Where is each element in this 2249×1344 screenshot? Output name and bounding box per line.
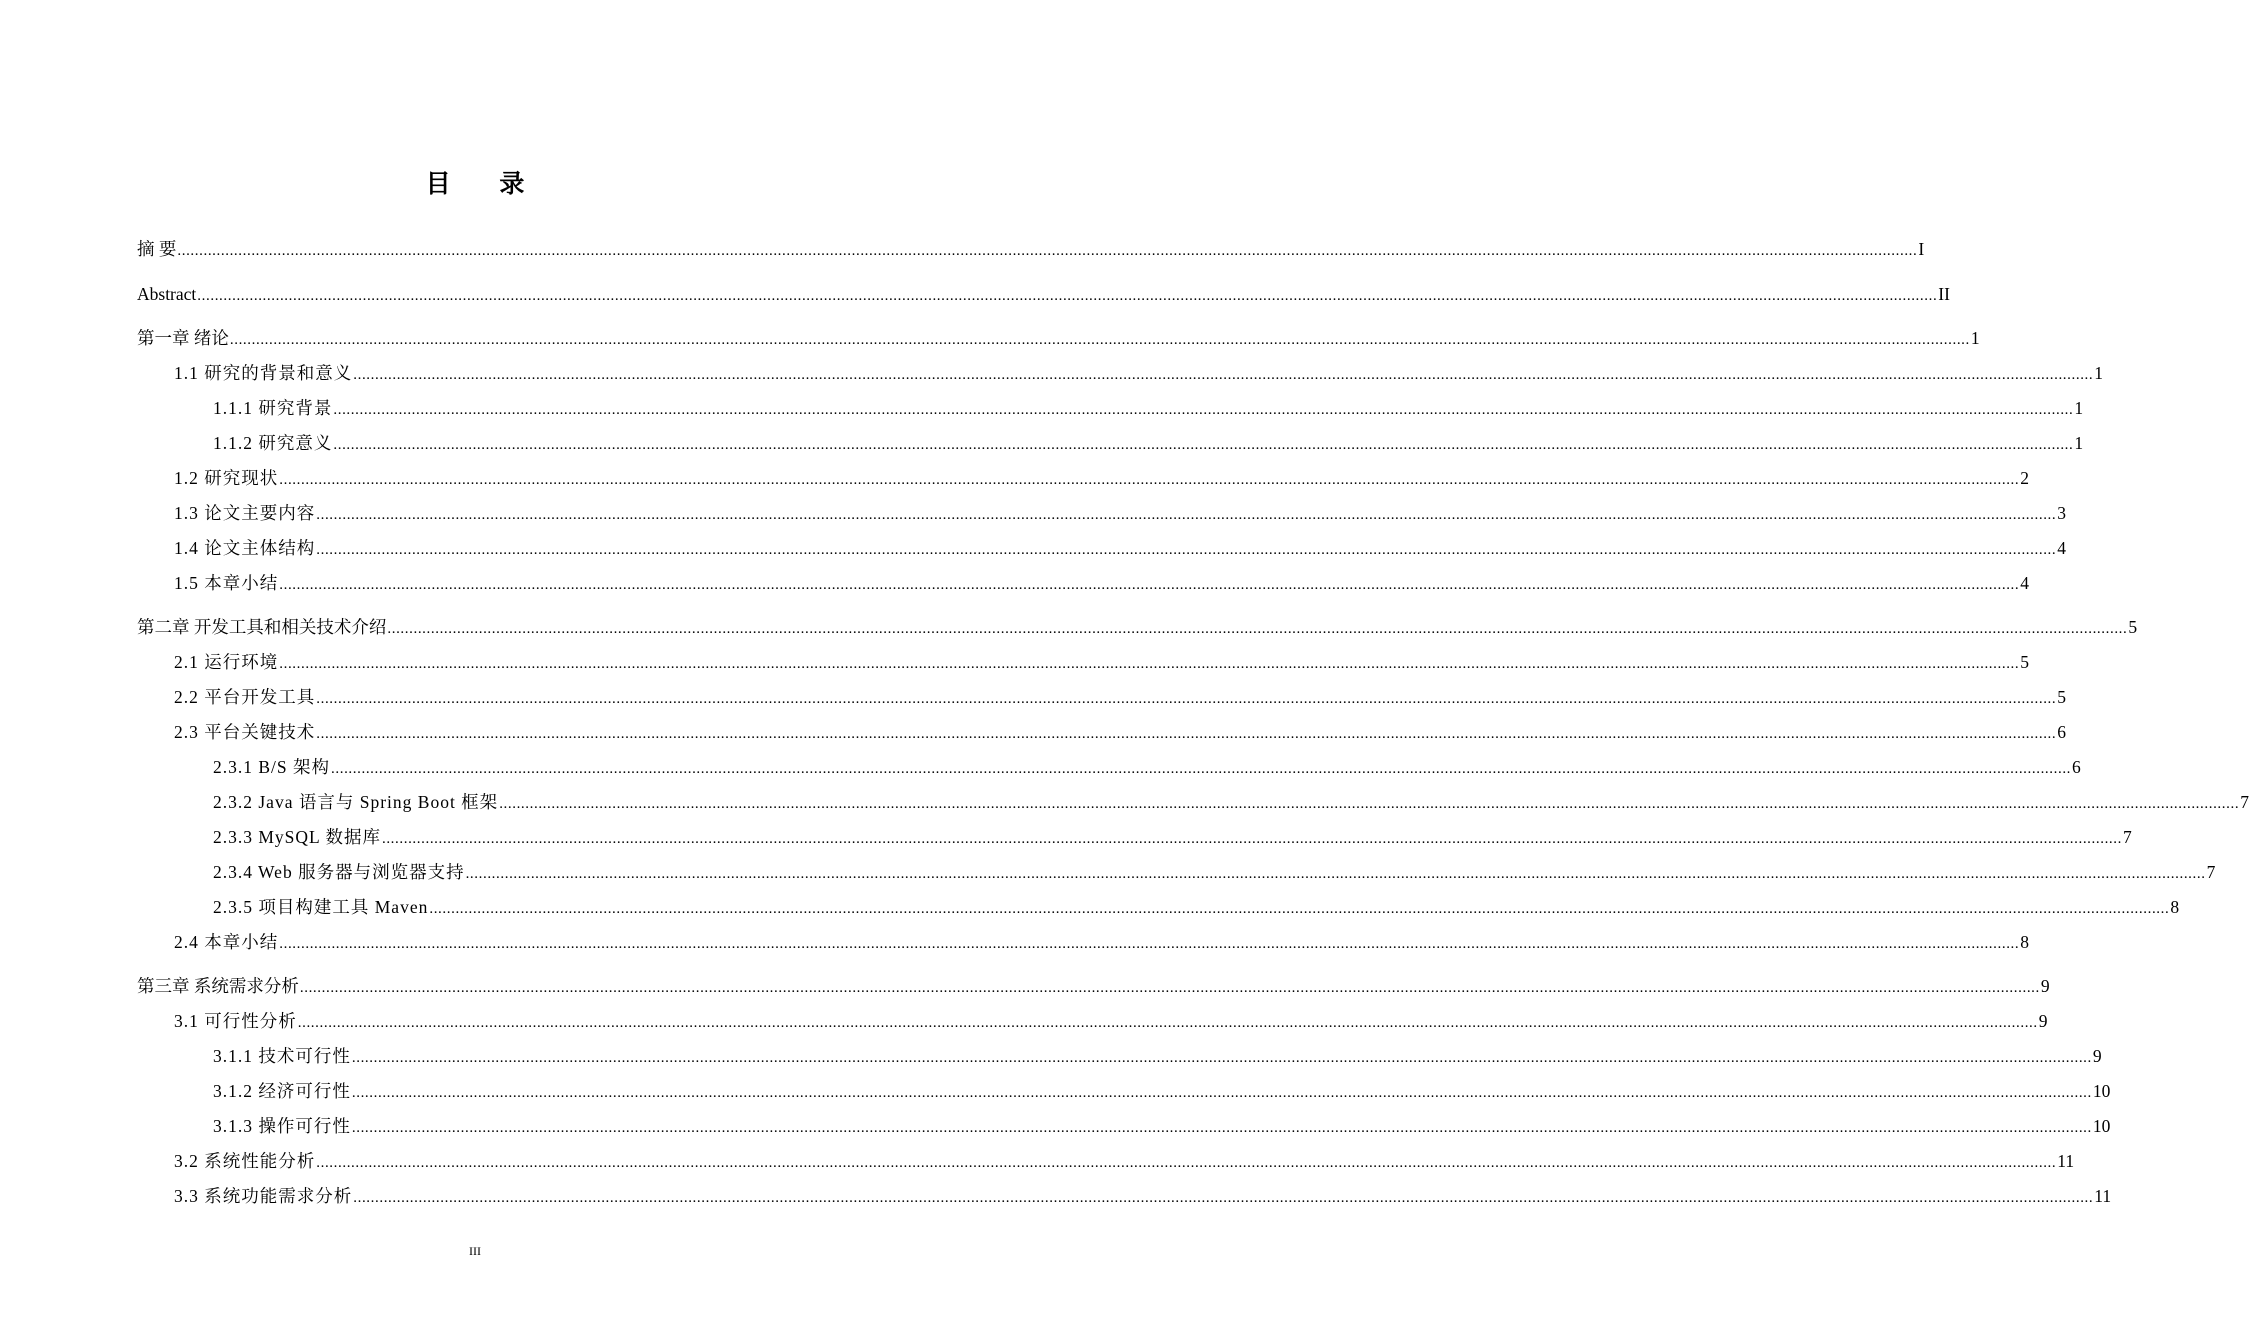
toc-entry[interactable] bbox=[0, 395, 2084, 421]
toc-entry-page: 7 bbox=[2206, 862, 2216, 882]
toc-entry-label: 第二章 开发工具和相关技术介绍 bbox=[137, 617, 387, 637]
toc-leader-dots: ................................................................................................................................................................................................................................................................................................................................................................................................................ bbox=[331, 761, 2072, 777]
toc-entry[interactable] bbox=[0, 360, 2103, 386]
toc-leader-dots: ................................................................................................................................................................................................................................................................................................................................................................................................................ bbox=[333, 437, 2074, 453]
toc-entry-label: 3.2 系统性能分析 bbox=[174, 1151, 316, 1171]
toc-entry-label: 3.3 系统功能需求分析 bbox=[174, 1186, 353, 1206]
page-title: 目 录 bbox=[425, 169, 545, 198]
toc-entry-label: 1.3 论文主要内容 bbox=[174, 503, 316, 523]
toc-entry[interactable] bbox=[0, 1148, 2075, 1174]
toc-entry[interactable] bbox=[0, 535, 2066, 561]
toc-entry-page: 6 bbox=[2072, 757, 2081, 777]
toc-entry[interactable] bbox=[0, 1043, 2102, 1069]
toc-entry-page: 10 bbox=[2092, 1116, 2111, 1136]
toc-leader-dots: ................................................................................................................................................................................................................................................................................................................................................................................................................ bbox=[316, 1155, 2057, 1171]
toc-entry-page: 9 bbox=[2040, 976, 2050, 996]
toc-entry[interactable] bbox=[0, 973, 2050, 999]
toc-entry-label: 第三章 系统需求分析 bbox=[137, 976, 299, 996]
toc-entry-label: 2.3.4 Web 服务器与浏览器支持 bbox=[213, 862, 465, 882]
toc-entry[interactable] bbox=[0, 325, 1980, 351]
toc-leader-dots: ................................................................................................................................................................................................................................................................................................................................................................................................................ bbox=[499, 796, 2240, 812]
toc-entry[interactable] bbox=[0, 1008, 2048, 1034]
toc-leader-dots: ................................................................................................................................................................................................................................................................................................................................................................................................................ bbox=[316, 542, 2057, 558]
toc-entry[interactable] bbox=[0, 1078, 2111, 1104]
toc-entry-page: 1 bbox=[1970, 328, 1980, 348]
toc-entry-label: 2.4 本章小结 bbox=[174, 932, 279, 952]
toc-leader-dots: ................................................................................................................................................................................................................................................................................................................................................................................................................ bbox=[177, 243, 1918, 259]
toc-entry-label: 2.3.3 MySQL 数据库 bbox=[213, 827, 381, 847]
toc-entry[interactable] bbox=[0, 430, 2084, 456]
toc-entry-label: 3.1.3 操作可行性 bbox=[213, 1116, 351, 1136]
toc-entry-label: 3.1.1 技术可行性 bbox=[213, 1046, 351, 1066]
toc-entry-label: 2.1 运行环境 bbox=[174, 652, 279, 672]
toc-leader-dots: ................................................................................................................................................................................................................................................................................................................................................................................................................ bbox=[465, 866, 2206, 882]
toc-entry-label: 2.3 平台关键技术 bbox=[174, 722, 316, 742]
toc-entry-label: 1.1 研究的背景和意义 bbox=[174, 363, 353, 383]
toc-entry-page: 1 bbox=[2074, 433, 2084, 453]
toc-entry-page: 5 bbox=[2128, 617, 2138, 637]
toc-entry-page: 7 bbox=[2240, 792, 2249, 812]
toc-leader-dots: ................................................................................................................................................................................................................................................................................................................................................................................................................ bbox=[316, 507, 2057, 523]
toc-entry-label: 1.1.1 研究背景 bbox=[213, 398, 333, 418]
toc-entry-page: I bbox=[1918, 239, 1925, 259]
toc-entry-page: 9 bbox=[2038, 1011, 2048, 1031]
toc-entry-page: 8 bbox=[2020, 932, 2029, 952]
toc-entry-page: 4 bbox=[2020, 573, 2029, 593]
toc-entry-label: 2.3.1 B/S 架构 bbox=[213, 757, 331, 777]
toc-entry[interactable] bbox=[0, 614, 2138, 640]
toc-entry-label: 摘 要 bbox=[137, 239, 177, 259]
toc-entry-label: 3.1 可行性分析 bbox=[174, 1011, 297, 1031]
toc-entry-page: 1 bbox=[2094, 363, 2103, 383]
toc-entry-page: 5 bbox=[2020, 652, 2029, 672]
toc-entry[interactable] bbox=[0, 859, 2216, 885]
toc-leader-dots: ................................................................................................................................................................................................................................................................................................................................................................................................................ bbox=[351, 1085, 2092, 1101]
toc-entry-page: 6 bbox=[2057, 722, 2066, 742]
toc-entry-label: 1.2 研究现状 bbox=[174, 468, 279, 488]
toc-entry-page: 9 bbox=[2092, 1046, 2102, 1066]
toc-entry[interactable] bbox=[0, 570, 2029, 596]
toc-leader-dots: ................................................................................................................................................................................................................................................................................................................................................................................................................ bbox=[297, 1015, 2038, 1031]
toc-entry[interactable] bbox=[0, 789, 2249, 815]
toc-entry-label: 2.3.5 项目构建工具 Maven bbox=[213, 897, 429, 917]
toc-entry-page: 2 bbox=[2020, 468, 2029, 488]
toc-entry-page: 10 bbox=[2092, 1081, 2111, 1101]
toc-entry[interactable] bbox=[0, 684, 2066, 710]
toc-entry[interactable] bbox=[0, 929, 2029, 955]
page-number: III bbox=[469, 1244, 481, 1258]
toc-leader-dots: ................................................................................................................................................................................................................................................................................................................................................................................................................ bbox=[333, 402, 2074, 418]
toc-leader-dots: ................................................................................................................................................................................................................................................................................................................................................................................................................ bbox=[229, 332, 1970, 348]
toc-leader-dots: ................................................................................................................................................................................................................................................................................................................................................................................................................ bbox=[381, 831, 2122, 847]
toc-leader-dots: ................................................................................................................................................................................................................................................................................................................................................................................................................ bbox=[353, 1190, 2094, 1206]
toc-entry[interactable] bbox=[0, 894, 2180, 920]
toc-entry-label: 2.3.2 Java 语言与 Spring Boot 框架 bbox=[213, 792, 499, 812]
toc-entry[interactable] bbox=[0, 236, 1925, 262]
toc-entry-page: 11 bbox=[2057, 1151, 2075, 1171]
toc-leader-dots: ................................................................................................................................................................................................................................................................................................................................................................................................................ bbox=[316, 691, 2057, 707]
toc-entry[interactable] bbox=[0, 281, 1950, 307]
toc-leader-dots: ................................................................................................................................................................................................................................................................................................................................................................................................................ bbox=[279, 936, 2020, 952]
toc-entry[interactable] bbox=[0, 465, 2029, 491]
toc-entry-label: 1.1.2 研究意义 bbox=[213, 433, 333, 453]
toc-leader-dots: ................................................................................................................................................................................................................................................................................................................................................................................................................ bbox=[279, 472, 2020, 488]
toc-entry-page: 1 bbox=[2074, 398, 2084, 418]
toc-leader-dots: ................................................................................................................................................................................................................................................................................................................................................................................................................ bbox=[279, 577, 2020, 593]
toc-leader-dots: ................................................................................................................................................................................................................................................................................................................................................................................................................ bbox=[316, 726, 2057, 742]
toc-entry-page: 3 bbox=[2057, 503, 2066, 523]
toc-entry[interactable] bbox=[0, 500, 2066, 526]
toc-entry[interactable] bbox=[0, 649, 2029, 675]
toc-entry[interactable] bbox=[0, 824, 2132, 850]
toc-entry[interactable] bbox=[0, 1183, 2112, 1209]
toc-entry-page: 8 bbox=[2170, 897, 2180, 917]
toc-leader-dots: ................................................................................................................................................................................................................................................................................................................................................................................................................ bbox=[387, 621, 2128, 637]
toc-entry-page: 11 bbox=[2094, 1186, 2112, 1206]
toc-entry-page: II bbox=[1938, 284, 1950, 304]
toc-leader-dots: ................................................................................................................................................................................................................................................................................................................................................................................................................ bbox=[197, 288, 1938, 304]
toc-entry-label: 第一章 绪论 bbox=[137, 328, 229, 348]
toc-leader-dots: ................................................................................................................................................................................................................................................................................................................................................................................................................ bbox=[279, 656, 2020, 672]
toc-entry[interactable] bbox=[0, 719, 2066, 745]
toc-entry-label: 1.5 本章小结 bbox=[174, 573, 279, 593]
toc-leader-dots: ................................................................................................................................................................................................................................................................................................................................................................................................................ bbox=[353, 367, 2094, 383]
toc-leader-dots: ................................................................................................................................................................................................................................................................................................................................................................................................................ bbox=[299, 980, 2040, 996]
toc-entry-label: 3.1.2 经济可行性 bbox=[213, 1081, 351, 1101]
toc-entry-page: 4 bbox=[2057, 538, 2066, 558]
toc-entry-label: 1.4 论文主体结构 bbox=[174, 538, 316, 558]
toc-entry-page: 5 bbox=[2057, 687, 2066, 707]
toc-entry[interactable] bbox=[0, 754, 2081, 780]
toc-entry-label: Abstract bbox=[137, 284, 197, 304]
toc-entry-page: 7 bbox=[2122, 827, 2132, 847]
toc-leader-dots: ................................................................................................................................................................................................................................................................................................................................................................................................................ bbox=[351, 1050, 2092, 1066]
toc-leader-dots: ................................................................................................................................................................................................................................................................................................................................................................................................................ bbox=[351, 1120, 2092, 1136]
toc-leader-dots: ................................................................................................................................................................................................................................................................................................................................................................................................................ bbox=[429, 901, 2170, 917]
toc-entry[interactable] bbox=[0, 1113, 2111, 1139]
toc-entry-label: 2.2 平台开发工具 bbox=[174, 687, 316, 707]
